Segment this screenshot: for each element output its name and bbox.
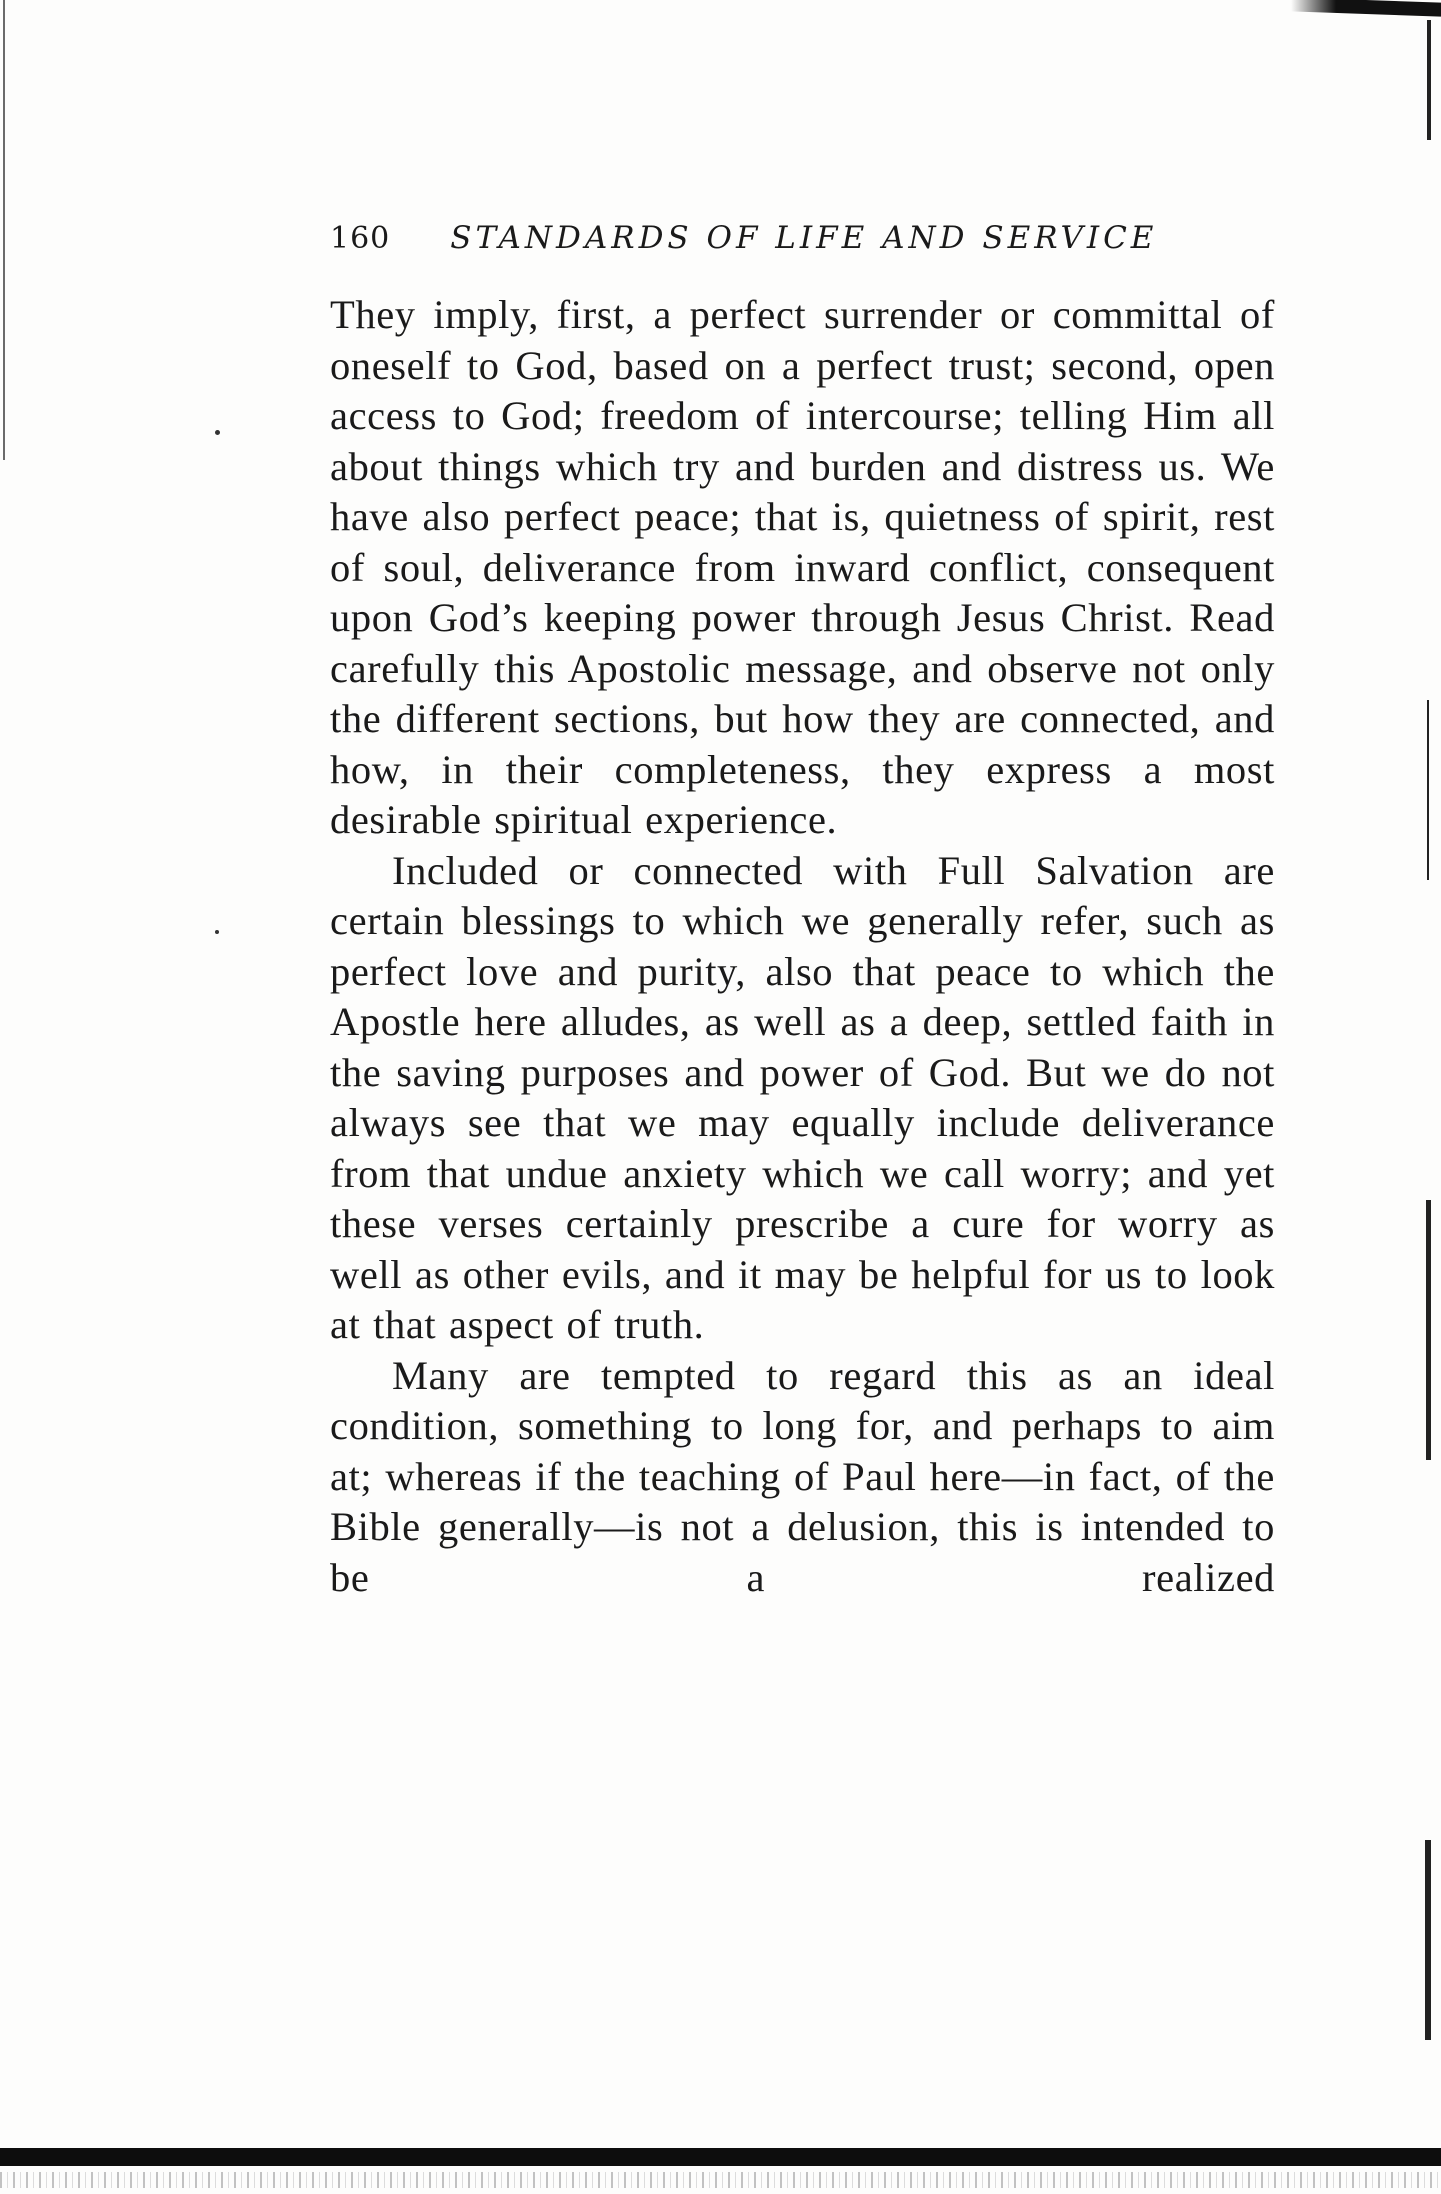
body-text: [330, 290, 1275, 1603]
paragraph: Included or connected with Full Salvation are certain blessings to which we generally refer, such as perfect love and purity, also that peace to which the Apostle here alludes, as well as a deep, settled faith in the saving purposes and power of God. But we do not always see that we may equally include deliverance from that undue anxiety which we call worry; and yet these verses certainly prescribe a cure for worry as well as other evils, and it may be helpful for us to look at that aspect of truth.: [330, 847, 1275, 1347]
scan-speck: [215, 430, 220, 435]
scan-top-right-shadow: [1291, 0, 1441, 17]
scan-bottom-edge: [0, 2148, 1441, 2166]
scan-speck: [215, 930, 219, 934]
scan-left-edge: [3, 0, 5, 460]
scan-right-edge: [1425, 1840, 1431, 2040]
paragraph: Many are tempted to regard this as an ideal condition, something to long for, and perhaps to aim at; whereas if the teaching of Paul here—in fact, of the Bible generally—is not a delusion, this is intended to be a realized: [330, 1352, 1275, 1600]
scan-right-edge: [1426, 1200, 1431, 1460]
running-title: STANDARDS OF LIFE AND SERVICE: [450, 220, 1158, 256]
paragraph: They imply, first, a perfect surrender or committal of oneself to God, based on a perfect trust; second, open access to God; freedom of intercourse; telling Him all about things which try and burden and distress us. We have also perfect peace; that is, quietness of spirit, rest of soul, deliverance from inward conflict, consequent upon God’s keeping power through Jesus Christ. Read carefully this Apostolic message, and observe not only the different sections, but how they are connected, and how, in their completeness, they express a most desirable spiritual experience.: [330, 292, 1275, 842]
scan-right-edge: [1427, 20, 1431, 140]
scan-right-edge: [1427, 700, 1429, 880]
scan-bottom-noise: [0, 2172, 1441, 2188]
running-head: [330, 220, 1280, 260]
page-number: 160: [330, 221, 391, 256]
